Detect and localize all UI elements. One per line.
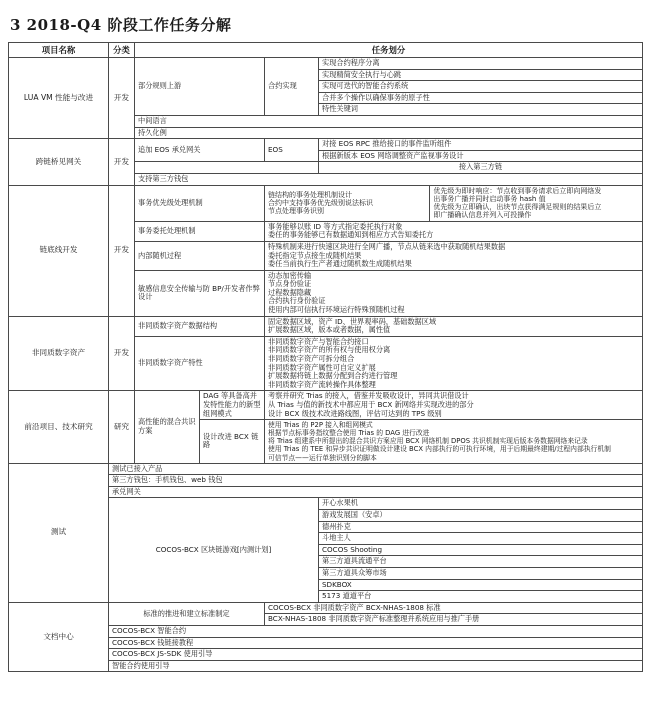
subtask-cell: 内部随机过程	[135, 241, 265, 270]
table-row	[9, 463, 643, 475]
task-item: COCOS-BCX 非同质数字资产 BCX-NHAS-1808 标准	[265, 602, 643, 614]
category-cell: 开发	[109, 185, 135, 316]
task-item: 使用 Trias 的 TEE 和异步共识证明做设计建设 BCX 内部执行的可执行环境，用于后期最终建期/过程内部执行机制	[268, 445, 611, 454]
task-item: 中间语言	[135, 115, 643, 127]
task-item: 固定数据区域，资产 ID、世界观率码，基础数据区域	[268, 316, 437, 326]
subtask-mid-cell: EOS	[265, 139, 319, 162]
task-item: 非同质数字资产的所有权与使用权分离	[268, 345, 391, 355]
table-row	[9, 602, 643, 614]
task-item: 委任当前执行生产者通过随机数生成随机结果	[268, 259, 412, 269]
task-item: 实现精简安全执行与心跳	[319, 69, 643, 81]
subtask-cell: 事务优先级处理机制	[135, 185, 265, 221]
task-item: 实现可迭代的智能合约系统	[319, 81, 643, 93]
task-item: 扩展数据区域，版本或者数据，属性值	[268, 325, 391, 335]
task-item: 即广播确认信息并列入可投操作	[433, 211, 532, 220]
task-item: 考察并研究 Trias 的接入，借鉴并发吸收设计，异同共识借设计	[268, 391, 469, 401]
header-project: 项目名称	[9, 43, 109, 58]
task-item: 根据节点标事务指纹整合使用 Trias 的 DAG 进行改进	[268, 429, 430, 438]
table-row	[9, 58, 643, 70]
task-item: 实现合约程序分离	[319, 58, 643, 70]
category-cell: 开发	[109, 316, 135, 391]
task-item: 第三方钱包：手机钱包、web 钱包	[109, 475, 643, 487]
game-item: 开心水果机	[319, 498, 643, 510]
subtask-cell: 事务委托处理机制	[135, 221, 265, 241]
task-item: 非同质数字资产可拆分组合	[268, 354, 355, 364]
task-item: 合并多个操作以确保事务的原子性	[319, 92, 643, 104]
task-item: 动态加密传输	[268, 270, 312, 280]
project-cell: 链底线开发	[9, 185, 109, 316]
subtask-mid-cell: 合约实现	[265, 58, 319, 116]
game-item: 第三方道具流通平台	[319, 556, 643, 568]
task-item: 事务能够以账 ID 等方式指定委托执行对象	[268, 221, 403, 231]
table-row	[9, 316, 643, 336]
task-item: COCOS-BCX JS-SDK 使用引导	[109, 649, 643, 661]
table-row	[9, 139, 643, 151]
subtask-mid-cell: 设计改进 BCX 链路	[200, 420, 265, 463]
project-cell: 测试	[9, 463, 109, 602]
task-item: 节点处理事务识别	[268, 207, 324, 216]
subtask-cell: 非同质数字资产数据结构	[135, 316, 265, 336]
task-item: 特殊机制来进行快速区块进行全网广播，节点从链来选中获取随机结果数据	[268, 241, 506, 251]
task-item: 设计 BCX 级技术改进路线图，评估可达到的 TPS 级别	[268, 408, 442, 418]
subtask-cell: 标准的推进和建立标准制定	[109, 602, 265, 625]
task-item: COCOS-BCX 钱链接教程	[109, 637, 643, 649]
subtask-mid-cell: DAG 等具备高并发特性能力的新型组网模式	[200, 391, 265, 420]
table-row	[9, 391, 643, 420]
subtask-cell: 敏感信息安全传输与防 BP/开发者作弊设计	[135, 270, 265, 316]
project-cell: 跨链桥见网关	[9, 139, 109, 185]
task-item: 过程数据隐藏	[268, 287, 312, 297]
task-table	[8, 42, 643, 672]
game-item: SDKBOX	[319, 579, 643, 591]
task-item: 非同质数字资产流转操作具体整理	[268, 379, 376, 389]
category-cell: 开发	[109, 58, 135, 139]
subtask-cell: COCOS-BCX 区块链游戏[内测计划]	[109, 498, 319, 602]
task-item: 出事务广播并同时启动事务 hash 值	[433, 194, 546, 203]
task-item: BCX-NHAS-1808 非同质数字资产标准整理并系统应用与推广手册	[265, 614, 643, 626]
subtask-cell: 部分规则上游	[135, 58, 265, 116]
task-item: 链结构的事务处理机制设计	[268, 190, 352, 199]
task-item: 根据新版本 EOS 网络调整资产监视事务设计	[319, 150, 643, 162]
task-item: 持久化例	[135, 127, 643, 139]
game-item: COCOS Shooting	[319, 544, 643, 556]
task-item: 合约执行身份验证	[268, 296, 326, 306]
game-item: 第三方道具众筹市场	[319, 568, 643, 580]
task-item: 优先级为立即确认，出块节点获得满足规则的结果后立	[433, 203, 602, 212]
task-item: 使用 Trias 的 P2P 接入和组网模式	[268, 421, 373, 430]
task-item: 委任的事务能够已有数据通知到相应方式告知委托方	[268, 230, 434, 240]
task-item: 特性关键词	[319, 104, 643, 116]
game-item: 斗地主人	[319, 533, 643, 545]
task-item: 扩展数据将链上数据分配到合约进行管理	[268, 371, 398, 381]
task-item: 将 Trias 组建系中所提出的混合共识方案应用 BCX 网络机制 DPOS 共识机制实现后版本务数据网络来记录	[268, 437, 588, 446]
subtask-cell: 追加 EOS 承兑网关	[135, 139, 265, 162]
task-item: 节点身份验证	[268, 279, 312, 289]
task-item: 非同质数字资产与智能合约接口	[268, 336, 369, 346]
header-category: 分类	[109, 43, 135, 58]
category-cell: 开发	[109, 139, 135, 185]
task-item: 接入第三方链	[319, 162, 643, 174]
task-item: 从 Trias 与值的新技术中都应用于 BCX 新网络并实现改进的部分	[268, 400, 474, 409]
header-tasks: 任务划分	[135, 43, 643, 58]
task-item: COCOS-BCX 智能合约	[109, 625, 643, 637]
task-item: 合约中支持事务优先级别说法标识	[268, 198, 373, 207]
task-item: 智能合约使用引导	[109, 660, 643, 672]
project-cell: LUA VM 性能与改进	[9, 58, 109, 139]
task-item: 非同质数字资产属性可自定义扩展	[268, 362, 376, 372]
task-item: 支持第三方钱包	[135, 173, 643, 185]
game-item: 游戏发展国（安卓）	[319, 510, 643, 522]
subtask-cell: 非同质数字资产特性	[135, 336, 265, 391]
subtask-cell: 高性能的混合共识方案	[135, 391, 200, 463]
project-cell: 前沿项目、技术研究	[9, 391, 109, 463]
table-row	[9, 185, 643, 221]
project-cell: 非同质数字资产	[9, 316, 109, 391]
page-title: 3 2018-Q4 阶段工作任务分解	[10, 16, 232, 34]
game-item: 德州扑克	[319, 521, 643, 533]
task-item: 使用内部可信执行环境运行特殊预随机过程	[268, 305, 405, 315]
project-cell: 文档中心	[9, 602, 109, 672]
task-item: 测试已接入产品	[109, 463, 643, 475]
task-item: 可信节点——运行单独识别分的脚本	[268, 453, 377, 462]
task-item: 优先级为即时响应：节点收到事务请求后立即向网络发	[433, 186, 602, 195]
task-item: 对接 EOS RPC 推给接口的事件监听组件	[319, 139, 643, 151]
task-item: 承兑网关	[109, 486, 643, 498]
table-header-row	[9, 43, 643, 58]
category-cell: 研究	[109, 391, 135, 463]
task-item: 委托指定节点接生成随机结果	[268, 250, 362, 260]
game-item: 5173 道道平台	[319, 591, 643, 603]
